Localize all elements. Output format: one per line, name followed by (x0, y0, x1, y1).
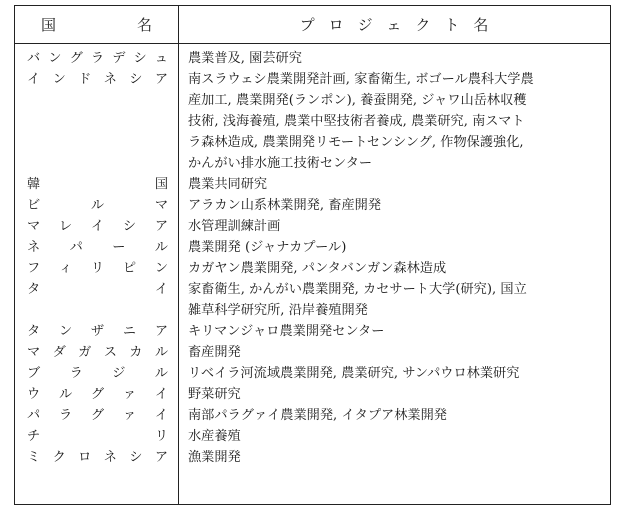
country-char: ラ (69, 366, 83, 381)
table-row (15, 447, 610, 468)
country-cell (15, 174, 178, 195)
country-char: ロ (78, 450, 92, 465)
project-cell (178, 363, 610, 384)
country-char: ウ (27, 387, 41, 402)
country-char: ネ (103, 450, 117, 465)
country-char: ュ (154, 51, 168, 66)
table-body (15, 48, 610, 468)
country-char: 国 (154, 177, 168, 192)
project-cell (178, 447, 610, 468)
header-country-char-2: 名 (136, 16, 152, 34)
country-char: ィ (58, 261, 73, 276)
project-line: ラ森林造成, 農業開発リモートセンシング, 作物保護強化, (188, 135, 524, 150)
country-cell (15, 258, 178, 279)
country-char: ク (52, 450, 66, 465)
country-char: リ (154, 429, 168, 444)
table-row (15, 342, 610, 363)
project-cell (178, 69, 610, 174)
country-char: ザ (90, 324, 105, 339)
table-row (15, 321, 610, 342)
country-char: シ (129, 450, 143, 465)
country-char: ラ (90, 51, 105, 66)
country-char: ル (90, 198, 105, 213)
country-char: グ (90, 408, 105, 423)
country-char: ガ (78, 345, 92, 360)
project-cell (178, 426, 610, 447)
country-char: ア (154, 450, 168, 465)
project-line: 農業共同研究 (188, 177, 268, 192)
country-char: ァ (122, 408, 137, 423)
project-line: 農業普及, 園芸研究 (188, 51, 302, 66)
project-line: 水管理訓練計画 (188, 219, 281, 234)
table-row (15, 279, 610, 321)
project-cell (178, 279, 610, 321)
project-line: カガヤン農業開発, パンタバンガン森林造成 (188, 261, 447, 276)
country-cell (15, 69, 178, 90)
country-cell (15, 195, 178, 216)
country-char: イ (154, 282, 168, 297)
country-char: ネ (103, 72, 117, 87)
country-char: ン (48, 51, 62, 66)
country-char: ー (112, 240, 126, 255)
country-char: イ (154, 408, 168, 423)
table-row (15, 69, 610, 174)
header-project: プロジェクト名 (299, 16, 503, 34)
country-char: タ (27, 324, 41, 339)
project-line: 産加工, 農業開発(ランポン), 養蚕開発, ジャワ山岳林収穫 (188, 93, 527, 108)
country-char: リ (90, 261, 105, 276)
country-cell (15, 48, 178, 69)
table-row (15, 195, 610, 216)
country-char: ニ (122, 324, 137, 339)
country-cell (15, 405, 178, 426)
project-cell (178, 405, 610, 426)
country-cell (15, 342, 178, 363)
project-cell (178, 216, 610, 237)
project-cell (178, 174, 610, 195)
country-cell (15, 426, 178, 447)
project-line: 野菜研究 (188, 387, 241, 402)
project-line: 南スラウェシ農業開発計画, 家畜衛生, ボゴール農科大学農 (188, 72, 534, 87)
table-row (15, 216, 610, 237)
project-cell (178, 48, 610, 69)
table-row (15, 426, 610, 447)
country-char: ア (154, 72, 168, 87)
country-char: マ (27, 345, 41, 360)
country-char: フ (27, 261, 41, 276)
country-cell (15, 321, 178, 342)
project-line: 雑草科学研究所, 沿岸養殖開発 (188, 303, 368, 318)
country-char: チ (27, 429, 41, 444)
table-header (15, 6, 610, 44)
table-row (15, 174, 610, 195)
table-row (15, 258, 610, 279)
country-char: ダ (52, 345, 66, 360)
project-cell (178, 258, 610, 279)
country-cell (15, 279, 178, 300)
project-line: アラカン山系林業開発, 畜産開発 (188, 198, 382, 213)
project-table (14, 5, 611, 505)
project-line: リベイラ河流域農業開発, 農業研究, サンパウロ林業研究 (188, 366, 520, 381)
country-char: マ (154, 198, 168, 213)
table-row (15, 405, 610, 426)
country-char: ル (154, 240, 168, 255)
table-row (15, 237, 610, 258)
project-line: 家畜衛生, かんがい農業開発, カセサート大学(研究), 国立 (188, 282, 527, 297)
country-char: パ (27, 408, 41, 423)
country-char: ル (154, 366, 168, 381)
country-cell (15, 447, 178, 468)
country-cell (15, 384, 178, 405)
country-char: ン (52, 72, 66, 87)
country-char: シ (122, 219, 137, 234)
country-char: レ (58, 219, 73, 234)
country-char: イ (27, 72, 41, 87)
country-char: ス (103, 345, 117, 360)
country-char: ン (58, 324, 73, 339)
country-char: 韓 (27, 177, 41, 192)
country-char: ビ (27, 198, 41, 213)
project-line: 南部パラグァイ農業開発, イタプア林業開発 (188, 408, 447, 423)
country-char: ピ (122, 261, 137, 276)
country-char: デ (112, 51, 126, 66)
project-cell (178, 321, 610, 342)
country-char: パ (69, 240, 83, 255)
country-char: ブ (27, 366, 41, 381)
country-char: ミ (27, 450, 41, 465)
header-country (15, 6, 178, 43)
country-char: シ (133, 51, 147, 66)
country-char: ネ (27, 240, 41, 255)
country-char: ア (154, 324, 168, 339)
country-char: ル (154, 345, 168, 360)
country-char: ン (154, 261, 168, 276)
country-char: ア (154, 219, 168, 234)
project-line: キリマンジャロ農業開発センター (188, 324, 385, 339)
project-line: かんがい排水施工技術センター (188, 156, 373, 171)
table-row (15, 363, 610, 384)
country-cell (15, 216, 178, 237)
project-line: 農業開発 (ジャナカプール) (188, 240, 347, 255)
project-cell (178, 342, 610, 363)
project-line: 水産養殖 (188, 429, 241, 444)
country-char: グ (90, 387, 105, 402)
country-char: イ (154, 387, 168, 402)
country-char: ド (78, 72, 92, 87)
country-char: シ (129, 72, 143, 87)
country-char: バ (27, 51, 41, 66)
country-char: タ (27, 282, 41, 297)
country-cell (15, 363, 178, 384)
header-country-char-1: 国 (41, 16, 57, 34)
project-cell (178, 237, 610, 258)
country-char: ラ (58, 408, 73, 423)
country-char: ジ (112, 366, 126, 381)
country-char: マ (27, 219, 41, 234)
country-char: カ (129, 345, 143, 360)
country-char: ル (58, 387, 73, 402)
table-row (15, 384, 610, 405)
project-line: 畜産開発 (188, 345, 241, 360)
project-cell (178, 384, 610, 405)
country-cell (15, 237, 178, 258)
country-char: ァ (122, 387, 137, 402)
table-row (15, 48, 610, 69)
project-line: 漁業開発 (188, 450, 241, 465)
country-char: グ (69, 51, 83, 66)
country-char: イ (90, 219, 105, 234)
project-line: 技術, 浅海養殖, 農業中堅技術者養成, 農業研究, 南スマト (188, 114, 525, 129)
project-cell (178, 195, 610, 216)
